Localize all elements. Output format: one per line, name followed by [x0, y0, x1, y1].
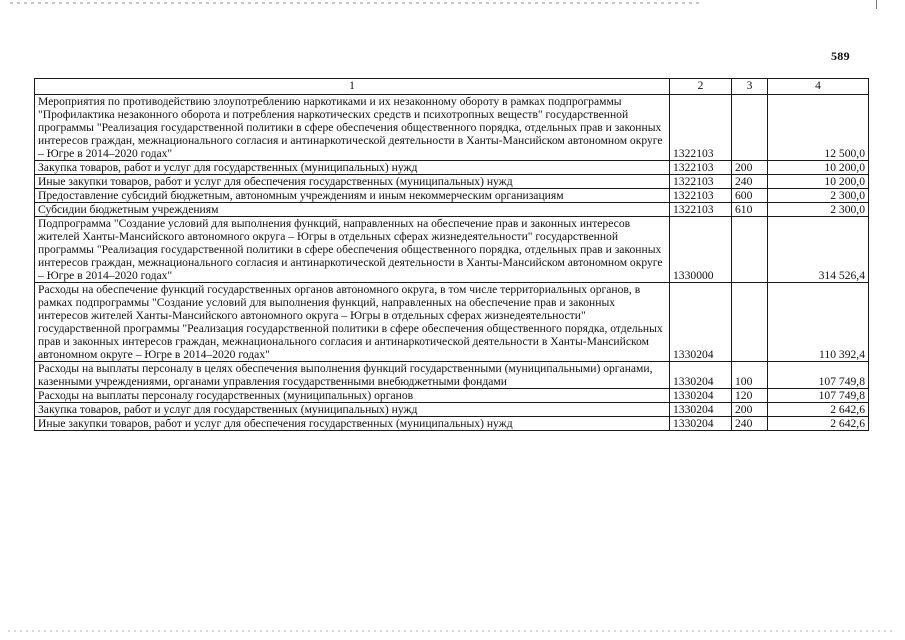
row-name: Субсидии бюджетным учреждениям [35, 203, 670, 217]
row-amount: 10 200,0 [768, 161, 869, 175]
table-row [35, 362, 869, 389]
table-row [35, 161, 869, 175]
row-type [732, 283, 768, 362]
row-type: 120 [732, 389, 768, 403]
scan-artifact-top [10, 2, 700, 4]
row-type: 100 [732, 362, 768, 389]
row-amount: 2 642,6 [768, 417, 869, 431]
row-type: 600 [732, 189, 768, 203]
row-code: 1330204 [670, 417, 732, 431]
row-name: Подпрограмма "Создание условий для выполнения функций, направленных на обеспечение прав и законных интересов жителей Ханты-Мансийского автономного округа – Югры в отдельных сферах жизнедеятельности" государственной программы "Реализация государственной политики в сфере обеспечения общественного порядка, отдельных прав и законных интересов граждан, межнационального согласия и антинаркотической деятельности в Ханты-Мансийском автономном округе – Югре в 2014–2020 годах" [35, 217, 670, 283]
table-row [35, 417, 869, 431]
table-row [35, 403, 869, 417]
row-type: 200 [732, 161, 768, 175]
column-header-3: 3 [732, 79, 768, 95]
table-header-row [35, 79, 869, 95]
budget-table [34, 78, 869, 431]
row-name: Закупка товаров, работ и услуг для государственных (муниципальных) нужд [35, 161, 670, 175]
table-row [35, 175, 869, 189]
row-type [732, 95, 768, 161]
row-amount: 107 749,8 [768, 389, 869, 403]
row-code: 1322103 [670, 175, 732, 189]
row-amount: 107 749,8 [768, 362, 869, 389]
row-code: 1330204 [670, 283, 732, 362]
row-code: 1330204 [670, 362, 732, 389]
table-row [35, 217, 869, 283]
row-type: 240 [732, 417, 768, 431]
row-code: 1322103 [670, 161, 732, 175]
row-code: 1330000 [670, 217, 732, 283]
row-name: Иные закупки товаров, работ и услуг для обеспечения государственных (муниципальных) нужд [35, 417, 670, 431]
table-row [35, 283, 869, 362]
row-amount: 314 526,4 [768, 217, 869, 283]
row-code: 1322103 [670, 95, 732, 161]
row-type: 200 [732, 403, 768, 417]
page-number: 589 [831, 49, 850, 63]
scan-artifact-mark [876, 0, 877, 9]
row-amount: 10 200,0 [768, 175, 869, 189]
row-code: 1330204 [670, 389, 732, 403]
row-amount: 2 642,6 [768, 403, 869, 417]
table-row [35, 189, 869, 203]
row-code: 1322103 [670, 203, 732, 217]
column-header-1: 1 [35, 79, 670, 95]
column-header-4: 4 [768, 79, 869, 95]
row-code: 1330204 [670, 403, 732, 417]
row-name: Расходы на обеспечение функций государственных органов автономного округа, в том числе территориальных органов, в рамках подпрограммы "Создание условий для выполнения функций, направленных на обеспечение прав и законных интересов жителей Ханты-Мансийского автономного округа – Югры в отдельных сферах жизнедеятельности" государственной программы "Реализация государственной политики в сфере обеспечения общественного порядка, отдельных прав и законных интересов граждан, межнационального согласия и антинаркотической деятельности в Ханты-Мансийском автономном округе – Югре в 2014–2020 годах" [35, 283, 670, 362]
row-name: Закупка товаров, работ и услуг для государственных (муниципальных) нужд [35, 403, 670, 417]
row-amount: 110 392,4 [768, 283, 869, 362]
row-amount: 2 300,0 [768, 189, 869, 203]
table-row [35, 95, 869, 161]
row-name: Расходы на выплаты персоналу в целях обеспечения выполнения функций государственными (муниципальными) органами, казенными учреждениями, органами управления государственными внебюджетными фондами [35, 362, 670, 389]
row-name: Мероприятия по противодействию злоупотреблению наркотиками и их незаконному обороту в рамках подпрограммы "Профилактика незаконного оборота и потребления наркотических средств и психотропных веществ" государственной программы "Реализация государственной политики в сфере обеспечения общественного порядка, отдельных прав и законных интересов граждан, межнационального согласия и антинаркотической деятельности в Ханты-Мансийском автономном округе – Югре в 2014–2020 годах" [35, 95, 670, 161]
row-amount: 2 300,0 [768, 203, 869, 217]
row-name: Предоставление субсидий бюджетным, автономным учреждениям и иным некоммерческим организациям [35, 189, 670, 203]
row-type: 240 [732, 175, 768, 189]
row-name: Расходы на выплаты персоналу государственных (муниципальных) органов [35, 389, 670, 403]
row-amount: 12 500,0 [768, 95, 869, 161]
column-header-2: 2 [670, 79, 732, 95]
table-row [35, 203, 869, 217]
row-name: Иные закупки товаров, работ и услуг для обеспечения государственных (муниципальных) нужд [35, 175, 670, 189]
scan-artifact-bottom [8, 630, 896, 632]
row-code: 1322103 [670, 189, 732, 203]
table-row [35, 389, 869, 403]
row-type [732, 217, 768, 283]
row-type: 610 [732, 203, 768, 217]
